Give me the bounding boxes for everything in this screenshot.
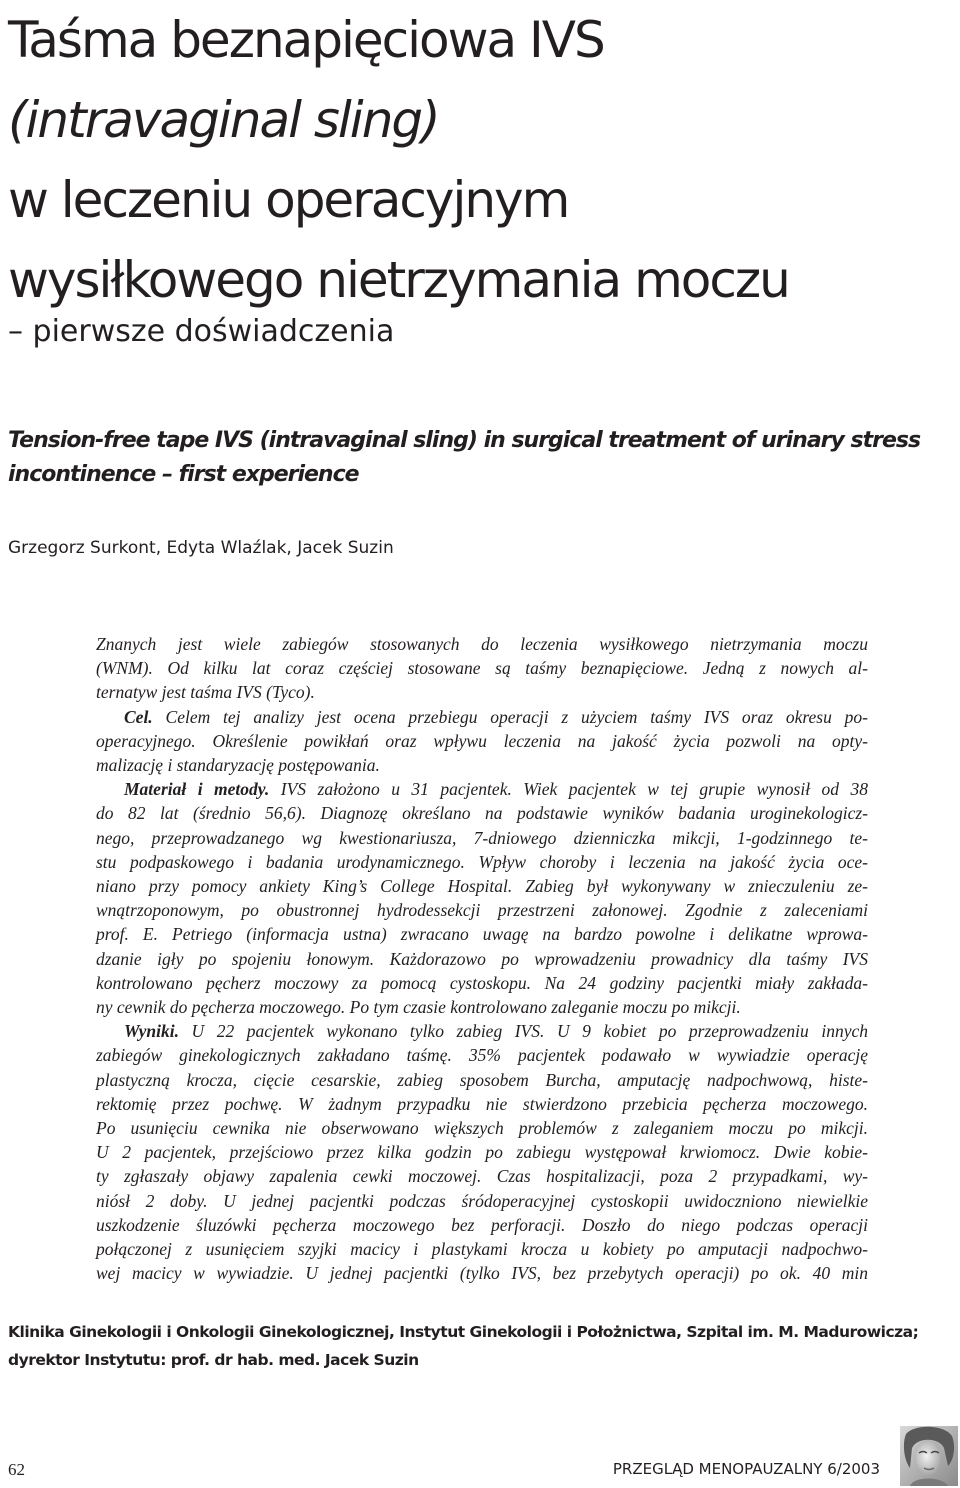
abstract — [96, 632, 868, 1285]
abstract-line: zabiegów ginekologicznych zakładano taśmę. 35% pacjentek podawało w wywiadzie operację — [96, 1045, 868, 1066]
abstract-cel — [96, 705, 868, 729]
abstract-line: ty zgłaszały objawy zapalenia cewki moczowej. Czas hospitalizacji, poza 2 przypadkami, wy- — [96, 1166, 868, 1187]
section-label-material: Materiał i metody. — [124, 779, 270, 800]
abstract-line: niano przy pomocy ankiety King’s College Hospital. Zabieg był wykonywany w znieczuleniu ze- — [96, 876, 868, 897]
affiliation — [8, 1318, 958, 1374]
abstract-line: rektomię przez pochwę. W żadnym przypadku nie stwierdzono przebicia pęcherza moczowego. — [96, 1093, 868, 1114]
abstract-line: stu podpaskowego i badania urodynamicznego. Wpływ choroby i leczenia na jakość życia oce- — [96, 851, 868, 872]
abstract-line: Po usunięciu cewnika nie obserwowano większych problemów z zaleganiem moczu po mikcji. — [96, 1118, 868, 1139]
affiliation-line-2: dyrektor Instytutu: prof. dr hab. med. Jacek Suzin — [8, 1351, 419, 1369]
abstract-material — [96, 777, 868, 801]
abstract-line: wej macicy w wywiadzie. U jednej pacjentki (tylko IVS, bez przebytych operacji) po ok. 40 min — [96, 1263, 868, 1284]
page-number: 62 — [8, 1460, 25, 1479]
english-title — [8, 424, 948, 492]
section-label-cel: Cel. — [124, 706, 153, 727]
authors: Grzegorz Surkont, Edyta Wlaźlak, Jacek Suzin — [8, 538, 394, 558]
abstract-line: połączonej z usunięciem szyjki macicy i plastykami krocza u kobiety po amputacji nadpochwo- — [96, 1239, 868, 1260]
abstract-line: U 22 pacjentek wykonano tylko zabieg IVS. U 9 kobiet po przeprowadzeniu innych — [191, 1021, 869, 1042]
abstract-line: malizację i standaryzację postępowania. — [96, 755, 380, 776]
abstract-line: niósł 2 doby. U jednej pacjentki podczas śródoperacyjnej cystoskopii uwidoczniono niewielkie — [96, 1190, 868, 1211]
abstract-line: do 82 lat (średnio 56,6). Diagnozę określano na podstawie wyników badania uroginekologicz- — [96, 803, 868, 824]
abstract-line: kontrolowano pęcherz moczowy za pomocą cystoskopu. Na 24 godziny pacjentki miały zakłada- — [96, 972, 868, 993]
abstract-line: Celem tej analizy jest ocena przebiegu operacji z użyciem taśmy IVS oraz okresu po- — [165, 706, 869, 727]
title-line-1: Taśma beznapięciowa IVS — [8, 11, 604, 69]
abstract-line: prof. E. Petriego (informacja ustna) zwracano uwagę na bardzo powolne i delikatne wprowa- — [96, 924, 868, 945]
abstract-line: nego, przeprowadzanego wg kwestionariusza, 7-dniowego dzienniczka mikcji, 1-godzinnego te- — [96, 827, 868, 848]
title-line-3: w leczeniu operacyjnym — [8, 171, 569, 229]
article-title — [8, 0, 958, 320]
abstract-line: (WNM). Od kilku lat coraz częściej stosowane są taśmy beznapięciowe. Jedną z nowych al- — [96, 658, 868, 679]
title-line-2: (intravaginal sling) — [8, 91, 439, 149]
article-subtitle: – pierwsze doświadczenia — [8, 314, 395, 349]
abstract-line: U 2 pacjentek, przejściowo przez kilka godzin po zabiegu występował krwiomocz. Dwie kobie- — [96, 1142, 868, 1163]
abstract-wyniki — [96, 1019, 868, 1043]
journal-name: PRZEGLĄD MENOPAUZALNY 6/2003 — [612, 1460, 880, 1478]
abstract-line: uszkodzenie śluzówki pęcherza moczowego bez perforacji. Doszło do niego podczas operacji — [96, 1214, 868, 1235]
abstract-line: IVS założono u 31 pacjentek. Wiek pacjentek w tej grupie wynosił od 38 — [280, 779, 869, 800]
abstract-line: ny cewnik do pęcherza moczowego. Po tym czasie kontrolowano zaleganie moczu po mikcji. — [96, 997, 741, 1018]
journal-portrait-image — [900, 1426, 958, 1486]
section-label-wyniki: Wyniki. — [124, 1021, 179, 1042]
english-title-line-2: incontinence – first experience — [8, 462, 359, 487]
abstract-line: operacyjnego. Określenie powikłań oraz wpływu leczenia na jakość życia pozwoli na opty- — [96, 730, 868, 751]
title-line-4: wysiłkowego nietrzymania moczu — [8, 251, 789, 309]
abstract-line: dzanie igły po spojeniu łonowym. Każdorazowo po wprowadzeniu prowadnicy dla taśmy IVS — [96, 948, 868, 969]
abstract-line: wnątrzoponowym, po obustronnej hydrodessekcji przestrzeni załonowej. Zgodnie z zaleceniami — [96, 900, 868, 921]
portrait-icon — [900, 1426, 958, 1486]
affiliation-line-1: Klinika Ginekologii i Onkologii Ginekologicznej, Instytut Ginekologii i Położnictwa, Szpital im. M. Madurowicza; — [8, 1323, 919, 1341]
english-title-line-1: Tension-free tape IVS (intravaginal sling) in surgical treatment of urinary stress — [8, 428, 921, 453]
abstract-line: ternatyw jest taśma IVS (Tyco). — [96, 682, 315, 703]
abstract-line: Znanych jest wiele zabiegów stosowanych do leczenia wysiłkowego nietrzymania moczu — [96, 634, 868, 654]
abstract-line: plastyczną krocza, cięcie cesarskie, zabieg sposobem Burcha, amputację nadpochwową, histe- — [96, 1069, 868, 1090]
